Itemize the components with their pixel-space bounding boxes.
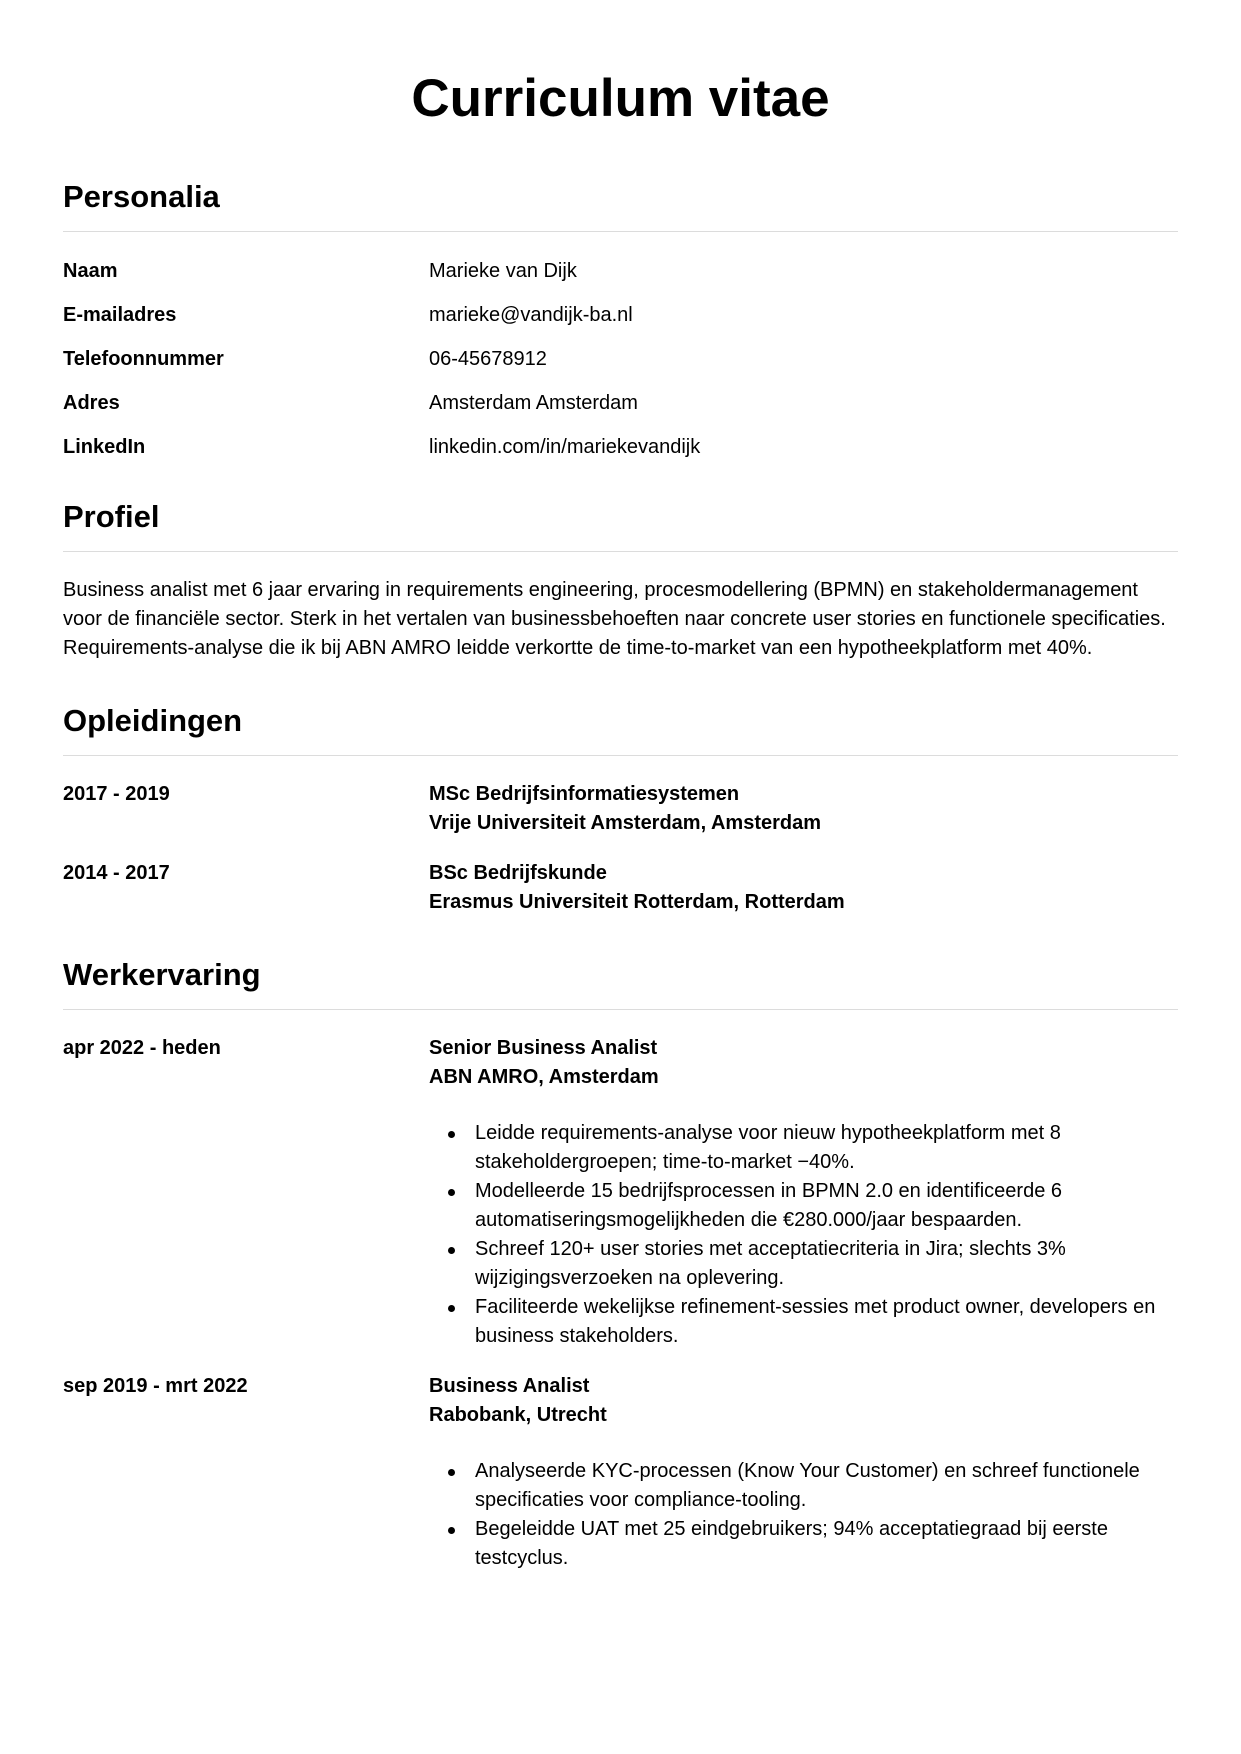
list-item: Modelleerde 15 bedrijfsprocessen in BPMN 2.0 en identificeerde 6 automatiseringsmogelijkheden die €280.000/jaar bespaarden. (475, 1177, 1178, 1235)
education-institution: Vrije Universiteit Amsterdam, Amsterdam (429, 812, 822, 834)
personal-row-phone (63, 345, 1178, 374)
personal-row-linkedin (63, 433, 1178, 462)
section-werkervaring (63, 955, 1178, 1573)
personal-label: LinkedIn (63, 436, 146, 458)
personal-row-email (63, 301, 1178, 330)
document-title: Curriculum vitae (411, 69, 830, 128)
personal-value: Marieke van Dijk (429, 260, 577, 282)
personal-row-address (63, 389, 1178, 418)
list-item: Faciliteerde wekelijkse refinement-sessies met product owner, developers en business stakeholders. (475, 1293, 1178, 1351)
work-company: ABN AMRO, Amsterdam (429, 1066, 659, 1088)
personal-label: Telefoonnummer (63, 348, 224, 370)
work-role: Business Analist (429, 1375, 590, 1397)
work-period: apr 2022 - heden (63, 1037, 221, 1059)
list-item: Schreef 120+ user stories met acceptatiecriteria in Jira; slechts 3% wijzigingsverzoeken na oplevering. (475, 1235, 1178, 1293)
section-personalia (63, 177, 1178, 462)
work-role: Senior Business Analist (429, 1037, 658, 1059)
section-opleidingen (63, 701, 1178, 917)
education-entry (63, 780, 1178, 838)
section-heading-werkervaring: Werkervaring (63, 955, 1178, 1010)
work-achievements (429, 1457, 1178, 1573)
personal-value: Amsterdam Amsterdam (429, 392, 638, 414)
work-entry (63, 1372, 1178, 1573)
work-entry (63, 1034, 1178, 1351)
education-degree: MSc Bedrijfsinformatiesystemen (429, 783, 740, 805)
education-period: 2014 - 2017 (63, 862, 170, 884)
personal-value: marieke@vandijk-ba.nl (429, 304, 633, 326)
personal-label: Adres (63, 392, 120, 414)
personal-label: E-mailadres (63, 304, 177, 326)
education-entry (63, 859, 1178, 917)
personal-value: linkedin.com/in/mariekevandijk (429, 436, 701, 458)
list-item: Begeleidde UAT met 25 eindgebruikers; 94% acceptatiegraad bij eerste testcyclus. (475, 1515, 1178, 1573)
work-period: sep 2019 - mrt 2022 (63, 1375, 248, 1397)
section-heading-opleidingen: Opleidingen (63, 701, 1178, 756)
education-institution: Erasmus Universiteit Rotterdam, Rotterdam (429, 891, 845, 913)
work-achievements (429, 1119, 1178, 1351)
list-item: Analyseerde KYC-processen (Know Your Customer) en schreef functionele specificaties voor compliance-tooling. (475, 1457, 1178, 1515)
education-period: 2017 - 2019 (63, 783, 170, 805)
personal-row-name (63, 257, 1178, 286)
personal-label: Naam (63, 260, 118, 282)
education-degree: BSc Bedrijfskunde (429, 862, 607, 884)
work-company: Rabobank, Utrecht (429, 1404, 607, 1426)
section-heading-profiel: Profiel (63, 497, 1178, 552)
profile-summary: Business analist met 6 jaar ervaring in requirements engineering, procesmodellering (BPMN) en stakeholdermanagement voor de financiële sector. Sterk in het vertalen van businessbehoeften naar concrete user stories en functionele specificaties. Requirements-analyse die ik bij ABN AMRO leidde verkortte de time-to-market van een hypotheekplatform met 40%. (63, 579, 1166, 659)
list-item: Leidde requirements-analyse voor nieuw hypotheekplatform met 8 stakeholdergroepen; time-to-market −40%. (475, 1119, 1178, 1177)
section-heading-personalia: Personalia (63, 177, 1178, 232)
section-profiel (63, 497, 1178, 663)
personal-value: 06-45678912 (429, 348, 547, 370)
